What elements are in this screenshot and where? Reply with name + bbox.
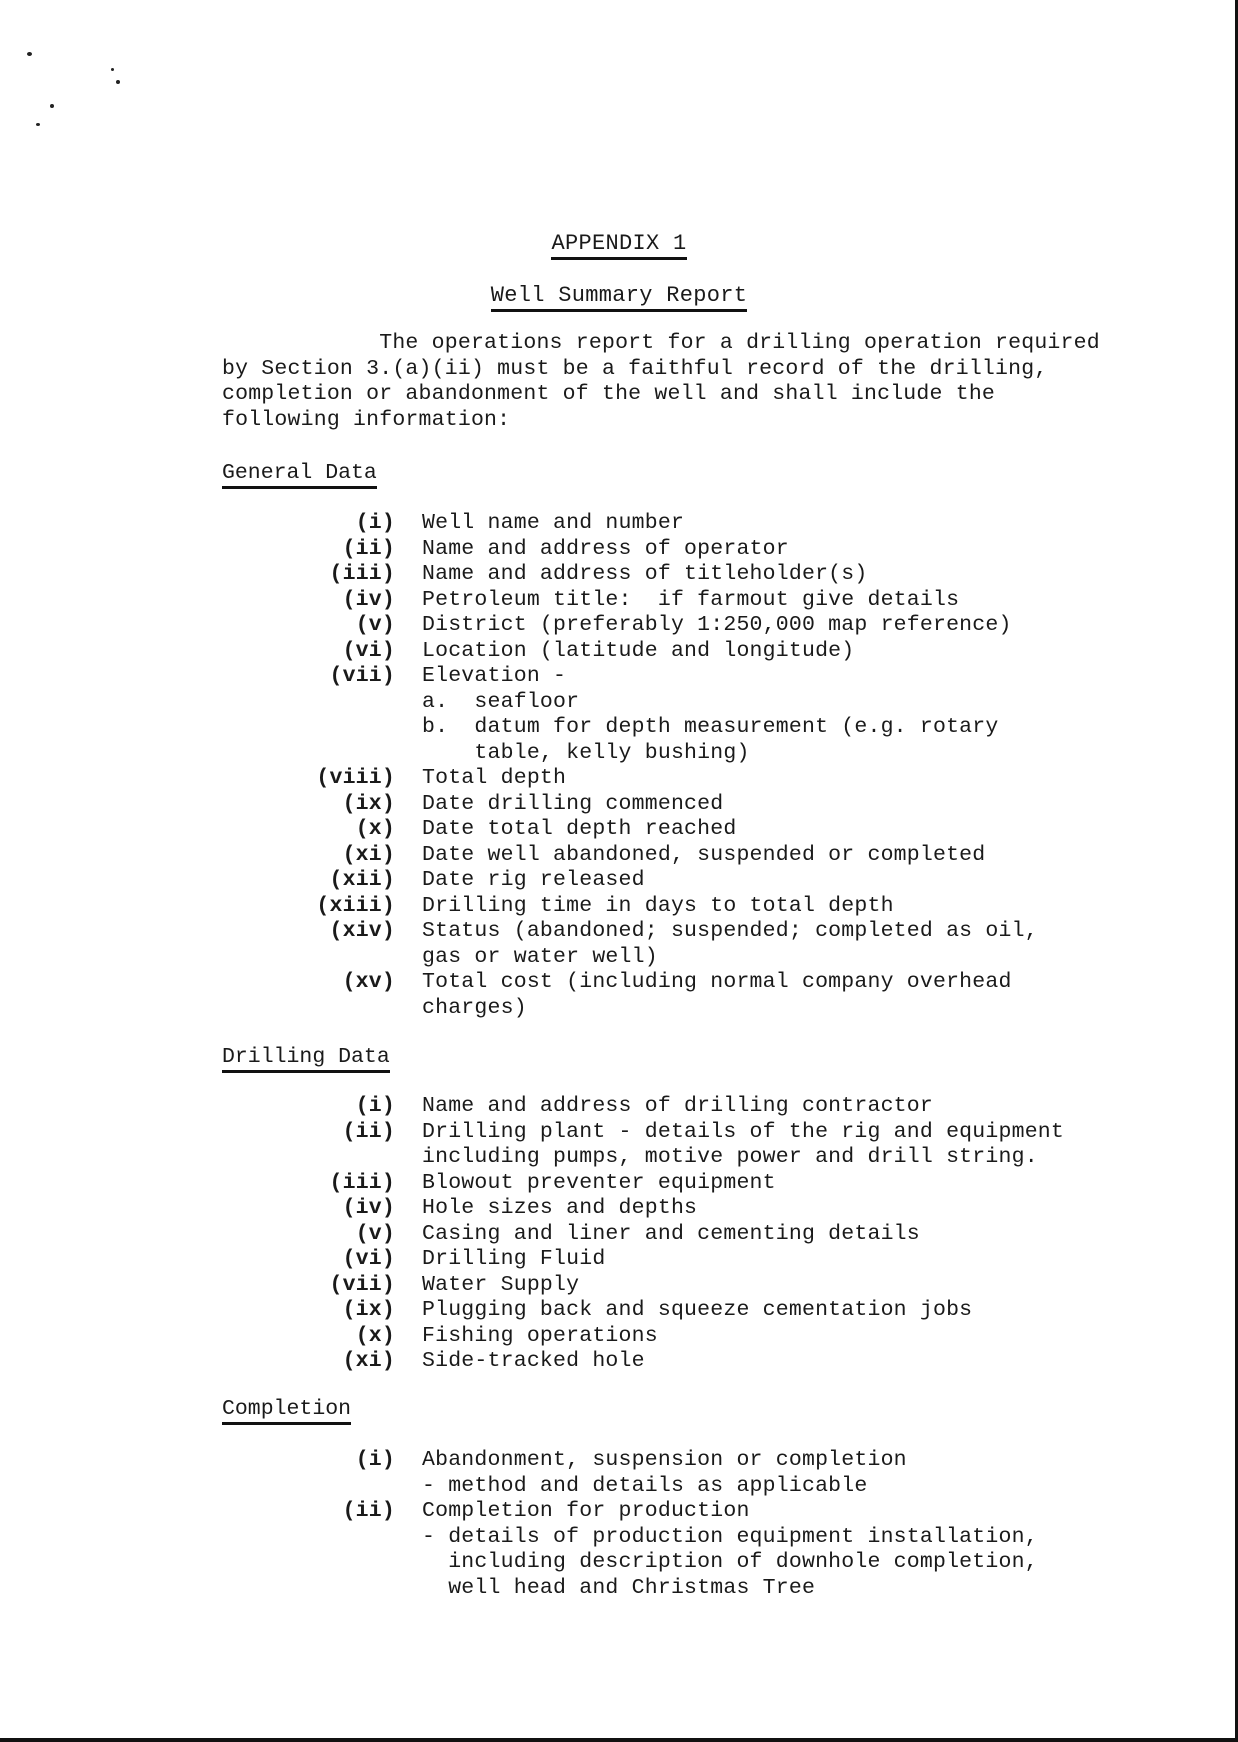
item-number: (i)	[355, 511, 395, 535]
item-text: Drilling Fluid	[422, 1247, 606, 1271]
list-item	[0, 945, 1238, 971]
list-item	[0, 766, 1238, 792]
intro-line: by Section 3.(a)(ii) must be a faithful record of the drilling,	[222, 356, 1048, 381]
item-text: including description of downhole completion,	[422, 1550, 1038, 1574]
list-item	[0, 1171, 1238, 1197]
list-item	[0, 715, 1238, 741]
item-text: charges)	[422, 995, 527, 1020]
list-item	[0, 1448, 1238, 1474]
item-number	[0, 945, 422, 971]
item-text: Hole sizes and depths	[422, 1196, 698, 1220]
list-item	[0, 1196, 1238, 1222]
item-number: (vi)	[342, 1247, 395, 1271]
item-text: Fishing operations	[422, 1323, 658, 1348]
list-item	[0, 1349, 1238, 1375]
intro-paragraph	[222, 331, 1182, 433]
list-item	[0, 664, 1238, 690]
item-number	[0, 1550, 422, 1576]
general-data-list	[0, 511, 1238, 1021]
intro-line: completion or abandonment of the well and shall include the	[222, 382, 996, 406]
item-number: (xv)	[342, 970, 395, 994]
item-number	[0, 715, 422, 741]
report-title: Well Summary Report	[0, 282, 1238, 310]
item-number: (xiii)	[316, 893, 395, 918]
list-item	[0, 817, 1238, 843]
item-text: Abandonment, suspension or completion	[422, 1448, 907, 1472]
item-number: (iv)	[342, 1196, 395, 1220]
item-number: (i)	[355, 1094, 395, 1118]
scan-speck	[36, 123, 40, 126]
list-item	[0, 511, 1238, 537]
list-item	[0, 613, 1238, 639]
item-number: (vi)	[342, 638, 395, 663]
item-number: (x)	[355, 1323, 395, 1348]
item-text: Water Supply	[422, 1272, 580, 1297]
section-heading-completion: Completion	[222, 1396, 351, 1422]
item-number: (x)	[355, 817, 395, 841]
list-item	[0, 1094, 1238, 1120]
item-text: Date rig released	[422, 868, 645, 892]
intro-line: following information:	[222, 407, 511, 432]
item-number: (ix)	[342, 1298, 395, 1322]
item-number: (xii)	[329, 868, 395, 892]
list-item	[0, 919, 1238, 945]
item-text: Status (abandoned; suspended; completed as oil,	[422, 919, 1038, 943]
list-item	[0, 537, 1238, 563]
list-item	[0, 1222, 1238, 1248]
item-number	[0, 996, 422, 1022]
item-text: including pumps, motive power and drill string.	[422, 1145, 1038, 1169]
item-number	[0, 741, 422, 767]
list-item	[0, 868, 1238, 894]
list-item	[0, 996, 1238, 1022]
item-number: (ii)	[342, 1499, 395, 1523]
scan-speck	[50, 104, 54, 108]
scan-speck	[116, 80, 120, 84]
list-item	[0, 741, 1238, 767]
item-text: b. datum for depth measurement (e.g. rotary	[422, 715, 999, 739]
scan-speck	[27, 52, 32, 56]
completion-list	[0, 1448, 1238, 1601]
list-item	[0, 792, 1238, 818]
list-item	[0, 1273, 1238, 1299]
item-number: (xi)	[342, 1349, 395, 1373]
item-text: Total depth	[422, 766, 567, 790]
item-number: (iv)	[342, 587, 395, 612]
list-item	[0, 639, 1238, 665]
appendix-title: APPENDIX 1	[0, 230, 1238, 258]
list-item	[0, 1324, 1238, 1350]
item-text: Location (latitude and longitude)	[422, 638, 855, 663]
item-text: gas or water well)	[422, 944, 658, 969]
item-text: - details of production equipment installation,	[422, 1524, 1038, 1549]
list-item	[0, 588, 1238, 614]
item-text: Date drilling commenced	[422, 791, 724, 816]
item-text: District (preferably 1:250,000 map reference)	[422, 613, 1012, 637]
item-number: (ix)	[342, 791, 395, 816]
item-text: Casing and liner and cementing details	[422, 1221, 920, 1246]
item-number: (vii)	[329, 1272, 395, 1297]
list-item	[0, 894, 1238, 920]
list-item	[0, 1145, 1238, 1171]
item-text: well head and Christmas Tree	[422, 1575, 816, 1600]
item-number	[0, 1145, 422, 1171]
section-heading-general-data: General Data	[222, 460, 377, 486]
list-item	[0, 970, 1238, 996]
drilling-data-list	[0, 1094, 1238, 1375]
item-text: Drilling plant - details of the rig and equipment	[422, 1119, 1065, 1144]
item-number: (iii)	[329, 562, 395, 586]
item-text: Side-tracked hole	[422, 1349, 645, 1373]
item-text: Total cost (including normal company overhead	[422, 970, 1012, 994]
item-text: Drilling time in days to total depth	[422, 893, 894, 918]
list-item	[0, 1120, 1238, 1146]
item-number	[0, 690, 422, 716]
item-text: Date total depth reached	[422, 817, 737, 841]
list-item	[0, 562, 1238, 588]
item-number: (xiv)	[329, 919, 395, 943]
item-number: (v)	[355, 1221, 395, 1246]
list-item	[0, 1474, 1238, 1500]
item-number: (ii)	[342, 536, 395, 561]
item-text: - method and details as applicable	[422, 1473, 868, 1498]
item-number: (iii)	[329, 1170, 395, 1195]
list-item	[0, 1525, 1238, 1551]
item-number	[0, 1576, 422, 1602]
item-number: (ii)	[342, 1119, 395, 1144]
item-text: Petroleum title: if farmout give details	[422, 587, 960, 612]
item-text: table, kelly bushing)	[422, 740, 750, 765]
item-text: Plugging back and squeeze cementation jobs	[422, 1298, 973, 1322]
list-item	[0, 1550, 1238, 1576]
list-item	[0, 1247, 1238, 1273]
item-number: (xi)	[342, 842, 395, 867]
item-text: a. seafloor	[422, 689, 580, 714]
list-item	[0, 1576, 1238, 1602]
item-text: Name and address of titleholder(s)	[422, 562, 868, 586]
item-text: Blowout preventer equipment	[422, 1170, 776, 1195]
item-number: (vii)	[329, 664, 395, 688]
list-item	[0, 1298, 1238, 1324]
item-text: Elevation -	[422, 664, 567, 688]
section-heading-drilling-data: Drilling Data	[222, 1044, 390, 1070]
scan-speck	[111, 68, 114, 71]
list-item	[0, 843, 1238, 869]
item-text: Completion for production	[422, 1499, 750, 1523]
item-number	[0, 1474, 422, 1500]
item-text: Date well abandoned, suspended or completed	[422, 842, 986, 867]
item-number	[0, 1525, 422, 1551]
item-text: Well name and number	[422, 511, 685, 535]
item-text: Name and address of operator	[422, 536, 789, 561]
item-number: (i)	[355, 1448, 395, 1472]
item-number: (viii)	[316, 766, 395, 790]
scan-edge-bottom	[0, 1738, 1238, 1742]
list-item	[0, 1499, 1238, 1525]
list-item	[0, 690, 1238, 716]
item-number: (v)	[355, 613, 395, 637]
intro-line: The operations report for a drilling operation required	[222, 331, 1100, 355]
item-text: Name and address of drilling contractor	[422, 1094, 933, 1118]
